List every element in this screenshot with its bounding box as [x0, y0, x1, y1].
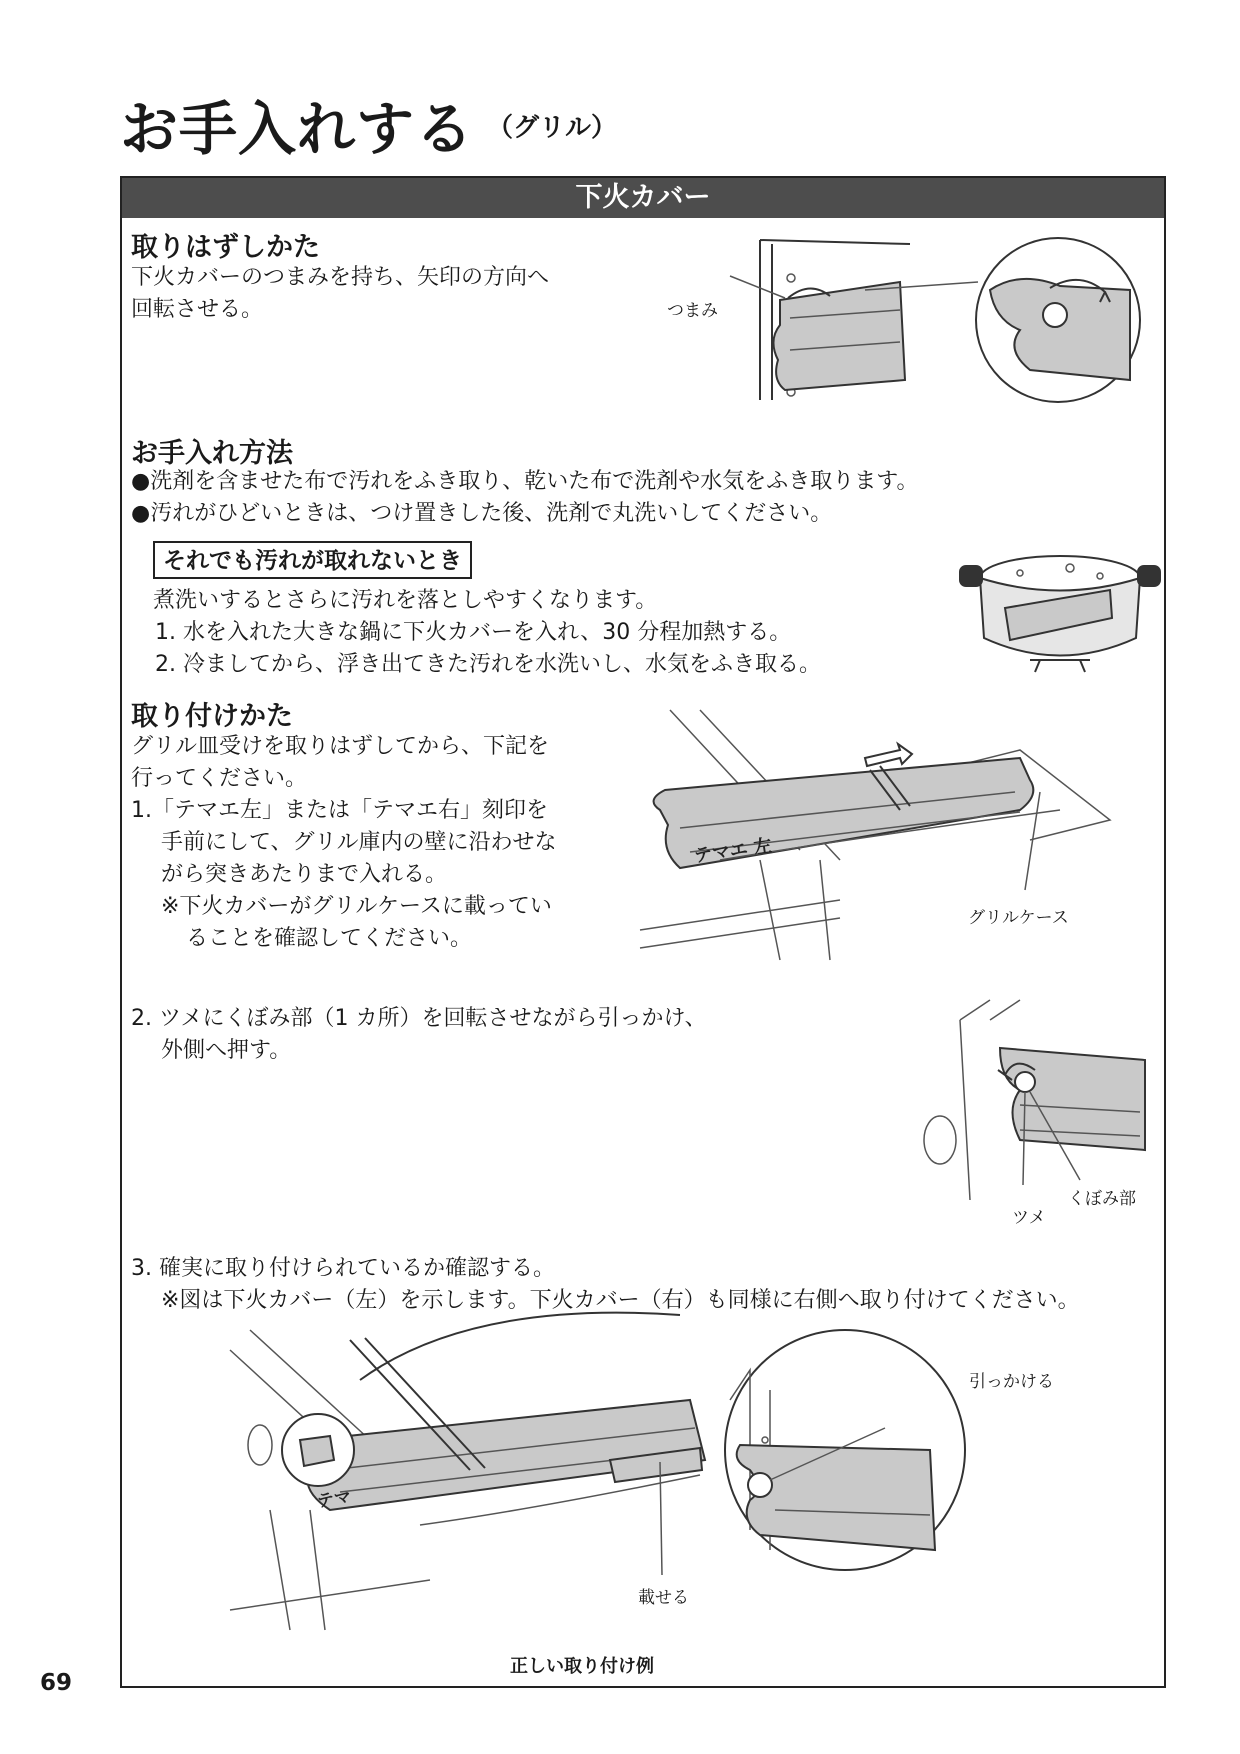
install-step1: [131, 795, 557, 955]
install-intro-line: グリル皿受けを取りはずしてから、下記を: [131, 734, 550, 759]
label-grill-case: グリルケース: [968, 908, 1069, 928]
install-step2: [131, 1003, 707, 1067]
note-box-title: それでも汚れが取れないとき: [153, 541, 472, 579]
label-recess: くぼみ部: [1068, 1189, 1136, 1209]
step1-note-line: ※下火カバーがグリルケースに載ってい: [161, 894, 552, 919]
step1-line: 1.「テマエ左」または「テマエ右」刻印を: [131, 798, 548, 823]
removal-text: [131, 262, 549, 326]
install-step3: [131, 1253, 1080, 1317]
page-title-sub: （グリル）: [487, 113, 618, 143]
step3-illustration: [230, 1310, 970, 1630]
care-bullet: ●洗剤を含ませた布で汚れをふき取り、乾いた布で洗剤や水気をふき取ります。: [131, 469, 919, 494]
step3-note: ※図は下火カバー（左）を示します。下火カバー（右）も同様に右側へ取り付けてください。: [161, 1288, 1080, 1313]
cover-stamp-text: テマ: [315, 1487, 353, 1512]
section-header: 下火カバー: [122, 178, 1164, 218]
note-step: 1. 水を入れた大きな鍋に下火カバーを入れ、30 分程加熱する。: [155, 620, 792, 645]
step1-line: がら突きあたりまで入れる。: [161, 862, 448, 887]
install-intro: [131, 731, 549, 795]
removal-illustration: [660, 230, 1160, 410]
care-heading: お手入れ方法: [131, 438, 293, 469]
step3-line: 3. 確実に取り付けられているか確認する。: [131, 1256, 555, 1281]
step1-line: 手前にして、グリル庫内の壁に沿わせな: [161, 830, 557, 855]
care-bullets: [131, 466, 918, 530]
figure-caption: 正しい取り付け例: [510, 1656, 654, 1677]
cover-stamp-text: テマエ 左: [692, 835, 774, 867]
pot-illustration: [960, 548, 1160, 678]
page-title: お手入れする: [120, 95, 475, 163]
page-number: 69: [40, 1670, 73, 1696]
label-claw: ツメ: [1012, 1208, 1046, 1228]
step2-line: 2. ツメにくぼみ部（1 カ所）を回転させながら引っかけ、: [131, 1006, 707, 1031]
care-bullet: ●汚れがひどいときは、つけ置きした後、洗剤で丸洗いしてください。: [131, 501, 833, 526]
label-rest: 載せる: [638, 1588, 689, 1608]
step2-illustration: [920, 1000, 1150, 1200]
step1-illustration: [640, 700, 1150, 970]
removal-line: 回転させる。: [131, 297, 264, 322]
step1-note-line: ることを確認してください。: [186, 926, 473, 951]
note-intro: 煮洗いするとさらに汚れを落としやすくなります。: [153, 588, 658, 613]
step2-line: 外側へ押す。: [161, 1038, 292, 1063]
install-heading: 取り付けかた: [131, 701, 293, 732]
label-knob: つまみ: [667, 301, 718, 321]
removal-heading: 取りはずしかた: [131, 232, 320, 263]
label-hook: 引っかける: [969, 1372, 1054, 1392]
removal-line: 下火カバーのつまみを持ち、矢印の方向へ: [131, 265, 550, 290]
install-intro-line: 行ってください。: [131, 766, 308, 791]
note-step: 2. 冷ましてから、浮き出てきた汚れを水洗いし、水気をふき取る。: [155, 652, 821, 677]
note-box-content: [153, 585, 821, 681]
